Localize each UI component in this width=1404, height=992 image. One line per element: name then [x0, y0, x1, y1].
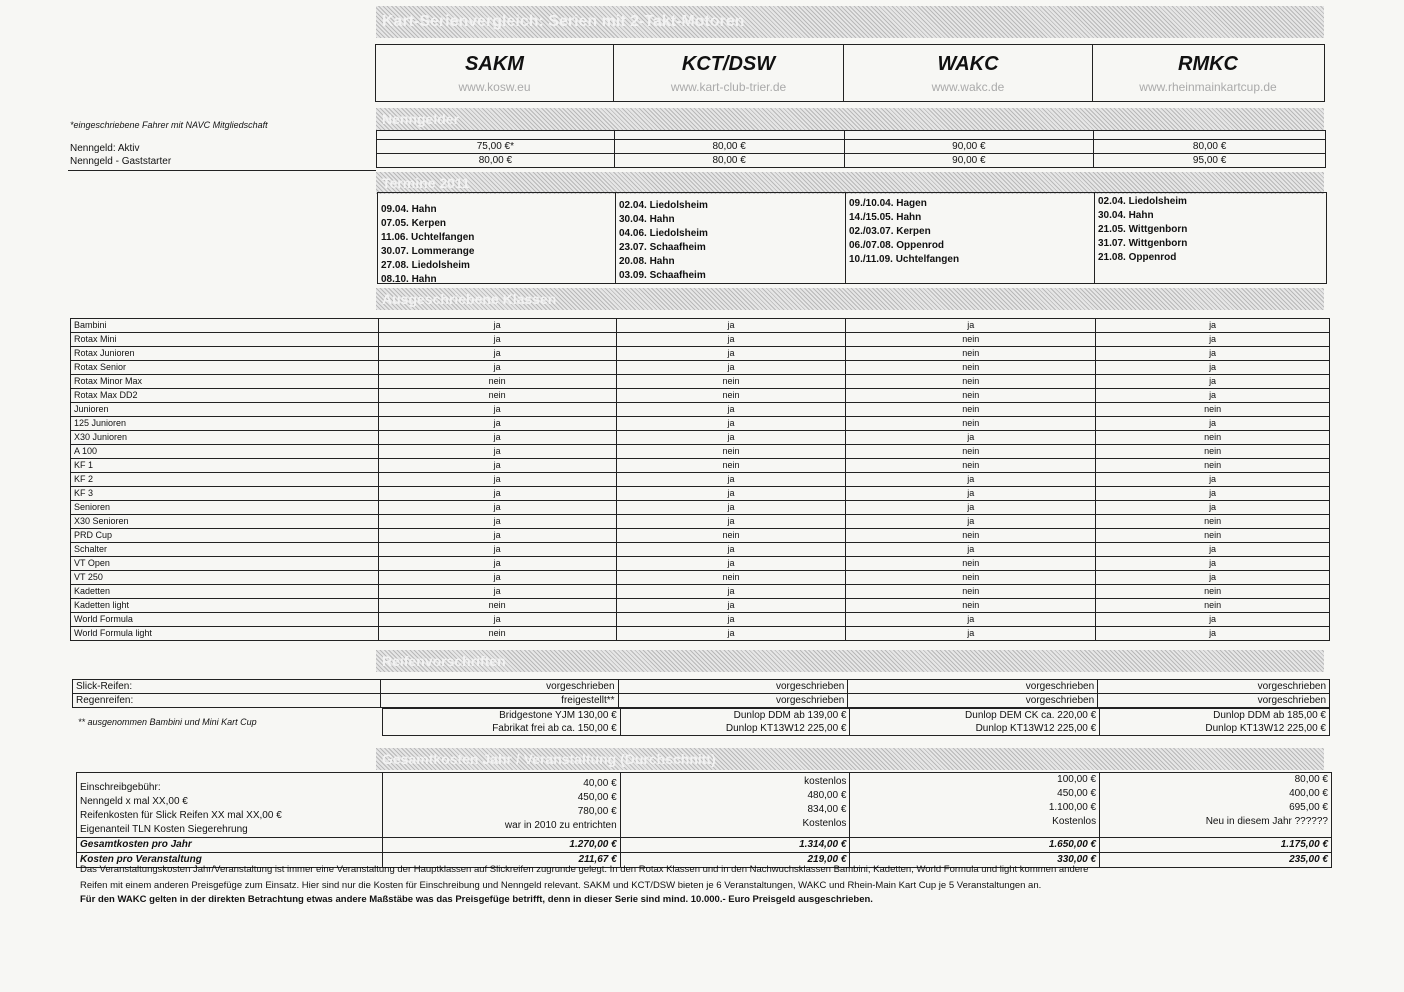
fee-cell: 80,00 € — [377, 154, 615, 168]
date-entry: 20.08. Hahn — [619, 256, 675, 267]
cost-value: 450,00 € — [577, 792, 617, 803]
class-name: Bambini — [71, 319, 379, 333]
class-availability: ja — [378, 501, 616, 515]
dates-col — [846, 193, 1095, 283]
class-name: KF 2 — [71, 473, 379, 487]
fee-cell: 90,00 € — [844, 154, 1094, 168]
class-availability: ja — [616, 585, 846, 599]
series-name: KCT/DSW — [681, 53, 776, 75]
class-availability: nein — [846, 557, 1096, 571]
class-availability: nein — [846, 571, 1096, 585]
series-name: RMKC — [1178, 53, 1238, 75]
per-event-value: 235,00 € — [1100, 853, 1332, 868]
table-row — [377, 154, 1326, 168]
table-row — [383, 709, 1330, 723]
class-availability: ja — [378, 515, 616, 529]
class-name: KF 3 — [71, 487, 379, 501]
table-row — [71, 333, 1330, 347]
class-availability: nein — [378, 599, 616, 613]
date-entry: 09./10.04. Hagen — [849, 198, 927, 209]
cost-labels — [77, 773, 383, 838]
table-row — [71, 571, 1330, 585]
class-availability: ja — [378, 347, 616, 361]
class-availability: ja — [378, 403, 616, 417]
series-col-kct — [614, 45, 844, 101]
class-availability: ja — [378, 529, 616, 543]
table-row — [383, 722, 1330, 736]
class-name: Schalter — [71, 543, 379, 557]
date-entry: 11.06. Uchtelfangen — [381, 232, 475, 243]
tire-cell: vorgeschrieben — [1098, 680, 1330, 694]
class-availability: ja — [616, 347, 846, 361]
class-availability: ja — [378, 319, 616, 333]
class-availability: nein — [846, 403, 1096, 417]
class-availability: nein — [846, 459, 1096, 473]
cost-label: Einschreibgebühr: — [80, 782, 161, 793]
class-availability: ja — [1096, 501, 1330, 515]
tire-cell: vorgeschrieben — [618, 680, 848, 694]
class-availability: nein — [846, 375, 1096, 389]
class-availability: ja — [1096, 557, 1330, 571]
table-row — [71, 389, 1330, 403]
footer-line: Das Veranstaltungskosten Jahr/Veranstaltung ist immer eine Veranstaltung der Hauptklassen auf Slickreifen zugrunde gelegt. In den Rotax Klassen und in den Nachwuchsklassen Bambini, Kadetten, World Formula und light kommen andere — [80, 864, 1089, 875]
class-availability: ja — [616, 599, 846, 613]
class-availability: ja — [616, 515, 846, 529]
tire-label: Regenreifen: — [73, 694, 381, 708]
class-availability: ja — [846, 501, 1096, 515]
tire-brand: Bridgestone YJM 130,00 € — [383, 709, 621, 723]
fee-cell: 80,00 € — [1094, 140, 1326, 154]
class-availability: nein — [846, 333, 1096, 347]
footer-line: Für den WAKC gelten in der direkten Betrachtung etwas andere Maßstäbe was das Preisgefüge betrifft, denn in dieser Serie sind mind. 10.000.- Euro Preisgeld ausgeschrieben. — [80, 894, 873, 905]
table-row — [71, 557, 1330, 571]
class-availability: ja — [616, 473, 846, 487]
class-availability: nein — [1096, 529, 1330, 543]
class-availability: ja — [1096, 543, 1330, 557]
class-availability: ja — [378, 431, 616, 445]
table-row — [73, 680, 1330, 694]
cost-col — [620, 773, 850, 838]
table-row — [71, 347, 1330, 361]
tire-label: Slick-Reifen: — [73, 680, 381, 694]
class-availability: ja — [1096, 347, 1330, 361]
page-title: Kart-Serienvergleich: Serien mit 2-Takt-Motoren — [376, 6, 1324, 38]
cost-value: 480,00 € — [807, 790, 847, 801]
class-availability: nein — [846, 417, 1096, 431]
tires-table — [72, 679, 1330, 708]
fee-cell: 90,00 € — [844, 140, 1094, 154]
cost-value: 780,00 € — [577, 806, 617, 817]
fees-label: Nenngeld: Aktiv — [70, 143, 140, 154]
costs-band: Gesamtkosten Jahr / Veranstaltung (Durchschnitt) — [376, 748, 1324, 770]
class-availability: ja — [378, 543, 616, 557]
class-availability: ja — [378, 487, 616, 501]
date-entry: 10./11.09. Uchtelfangen — [849, 254, 960, 265]
series-url[interactable]: www.wakc.de — [931, 80, 1005, 94]
table-row — [71, 431, 1330, 445]
class-availability: nein — [616, 445, 846, 459]
dates-col — [1095, 193, 1325, 283]
fee-cell: 80,00 € — [614, 140, 844, 154]
series-url[interactable]: www.rheinmainkartcup.de — [1139, 80, 1277, 94]
class-availability: ja — [616, 557, 846, 571]
class-availability: ja — [1096, 487, 1330, 501]
dates-col — [616, 193, 846, 283]
tire-cell: vorgeschrieben — [618, 694, 848, 708]
table-row — [71, 627, 1330, 641]
class-name: Rotax Mini — [71, 333, 379, 347]
class-name: PRD Cup — [71, 529, 379, 543]
class-availability: nein — [846, 585, 1096, 599]
tire-brand: Dunlop KT13W12 225,00 € — [1100, 722, 1330, 736]
class-availability: ja — [1096, 571, 1330, 585]
series-url[interactable]: www.kosw.eu — [458, 80, 531, 94]
cost-label: Reifenkosten für Slick Reifen XX mal XX,00 € — [80, 810, 282, 821]
class-availability: nein — [378, 389, 616, 403]
class-availability: ja — [378, 333, 616, 347]
footer-line: Reifen mit einem anderen Preisgefüge zum Einsatz. Hier sind nur die Kosten für Einschreibung und Nenngeld relevant. SAKM und KCT/DSW bieten je 6 Veranstaltungen, WAKC und Rhein-Main Kart Cup je 5 Veranstaltungen an. — [80, 880, 1042, 891]
class-name: Rotax Max DD2 — [71, 389, 379, 403]
class-availability: ja — [1096, 417, 1330, 431]
fee-cell: 95,00 € — [1094, 154, 1326, 168]
fees-table — [376, 130, 1326, 168]
table-row — [77, 838, 1332, 853]
class-name: VT 250 — [71, 571, 379, 585]
date-entry: 30.07. Lommerange — [381, 246, 475, 257]
table-row — [71, 543, 1330, 557]
fees-label: Nenngeld - Gaststarter — [70, 156, 172, 167]
per-event-value: 330,00 € — [850, 853, 1100, 868]
class-availability: ja — [846, 431, 1096, 445]
cost-value: 450,00 € — [1057, 788, 1097, 799]
class-availability: nein — [616, 459, 846, 473]
tires-note: ** ausgenommen Bambini und Mini Kart Cup — [78, 717, 257, 727]
date-entry: 07.05. Kerpen — [381, 218, 447, 229]
series-header — [375, 44, 1325, 102]
fee-cell: 75,00 €* — [377, 140, 615, 154]
table-row — [71, 375, 1330, 389]
date-entry: 21.05. Wittgenborn — [1098, 224, 1188, 235]
series-col-wakc — [844, 45, 1093, 101]
tire-brand: Dunlop KT13W12 225,00 € — [850, 722, 1100, 736]
class-availability: ja — [378, 571, 616, 585]
cost-value: 695,00 € — [1289, 802, 1328, 813]
class-availability: nein — [616, 389, 846, 403]
date-entry: 30.04. Hahn — [619, 214, 675, 225]
cost-value: 40,00 € — [583, 778, 617, 789]
table-row — [71, 585, 1330, 599]
class-availability: nein — [846, 445, 1096, 459]
cost-label: Eigenanteil TLN Kosten Siegerehrung — [80, 824, 248, 835]
tire-brand: Dunlop DDM ab 139,00 € — [620, 709, 850, 723]
class-availability: ja — [378, 557, 616, 571]
class-availability: nein — [616, 571, 846, 585]
class-name: Senioren — [71, 501, 379, 515]
class-availability: ja — [378, 473, 616, 487]
class-availability: ja — [616, 543, 846, 557]
class-availability: ja — [1096, 375, 1330, 389]
class-name: 125 Junioren — [71, 417, 379, 431]
class-availability: ja — [616, 613, 846, 627]
class-availability: nein — [1096, 585, 1330, 599]
class-name: Kadetten light — [71, 599, 379, 613]
total-year-value: 1.314,00 € — [620, 838, 850, 853]
classes-band: Ausgeschriebene Klassen — [376, 288, 1324, 310]
tire-cell: vorgeschrieben — [380, 680, 618, 694]
class-name: Rotax Minor Max — [71, 375, 379, 389]
cost-label: Nenngeld x mal XX,00 € — [80, 796, 188, 807]
tire-cell: vorgeschrieben — [1098, 694, 1330, 708]
class-availability: nein — [1096, 403, 1330, 417]
class-name: X30 Junioren — [71, 431, 379, 445]
date-entry: 02.04. Liedolsheim — [1098, 196, 1187, 207]
cost-value: 100,00 € — [1057, 774, 1097, 785]
total-year-value: 1.650,00 € — [850, 838, 1100, 853]
class-availability: ja — [616, 403, 846, 417]
class-name: KF 1 — [71, 459, 379, 473]
tire-brand: Fabrikat frei ab ca. 150,00 € — [383, 722, 621, 736]
date-entry: 02.04. Liedolsheim — [619, 200, 708, 211]
table-row — [73, 694, 1330, 708]
dates-col — [378, 193, 616, 283]
table-row — [71, 515, 1330, 529]
cost-value: Neu in diesem Jahr ?????? — [1205, 816, 1328, 827]
date-entry: 02./03.07. Kerpen — [849, 226, 931, 237]
class-availability: ja — [616, 361, 846, 375]
date-entry: 31.07. Wittgenborn — [1098, 238, 1188, 249]
fees-note: *eingeschriebene Fahrer mit NAVC Mitgliedschaft — [70, 120, 268, 130]
cost-value: war in 2010 zu entrichten — [504, 820, 617, 831]
class-name: X30 Senioren — [71, 515, 379, 529]
class-availability: nein — [378, 375, 616, 389]
total-year-label: Gesamtkosten pro Jahr — [77, 838, 383, 853]
class-name: Rotax Senior — [71, 361, 379, 375]
date-entry: 27.08. Liedolsheim — [381, 260, 470, 271]
table-row — [71, 459, 1330, 473]
date-entry: 04.06. Liedolsheim — [619, 228, 708, 239]
fees-band: Nenngelder — [376, 108, 1324, 130]
class-availability: ja — [846, 487, 1096, 501]
cost-value: Kostenlos — [802, 818, 847, 829]
class-name: Rotax Junioren — [71, 347, 379, 361]
class-availability: nein — [1096, 431, 1330, 445]
class-availability: ja — [846, 515, 1096, 529]
total-year-value: 1.270,00 € — [382, 838, 620, 853]
class-availability: nein — [616, 529, 846, 543]
table-row — [71, 403, 1330, 417]
fees-label-box — [68, 134, 376, 171]
date-entry: 06./07.08. Oppenrod — [849, 240, 945, 251]
table-row — [77, 773, 1332, 838]
table-row — [377, 131, 1326, 140]
series-col-rmkc — [1093, 45, 1323, 101]
class-availability: ja — [616, 333, 846, 347]
date-entry: 08.10. Hahn — [381, 274, 437, 285]
class-availability: ja — [378, 613, 616, 627]
class-availability: nein — [846, 361, 1096, 375]
series-url[interactable]: www.kart-club-trier.de — [670, 80, 787, 94]
date-entry: 30.04. Hahn — [1098, 210, 1154, 221]
class-availability: nein — [1096, 459, 1330, 473]
class-availability: nein — [378, 627, 616, 641]
tire-cell: freigestellt** — [380, 694, 618, 708]
class-name: Junioren — [71, 403, 379, 417]
class-availability: ja — [378, 445, 616, 459]
date-entry: 09.04. Hahn — [381, 204, 437, 215]
classes-table — [70, 318, 1330, 641]
class-availability: nein — [846, 599, 1096, 613]
table-row — [71, 319, 1330, 333]
class-name: World Formula light — [71, 627, 379, 641]
class-availability: ja — [616, 319, 846, 333]
tire-brand: Dunlop DEM CK ca. 220,00 € — [850, 709, 1100, 723]
class-availability: ja — [1096, 473, 1330, 487]
per-event-value: 211,67 € — [382, 853, 620, 868]
table-row — [71, 599, 1330, 613]
class-availability: ja — [1096, 627, 1330, 641]
class-availability: nein — [1096, 599, 1330, 613]
class-availability: ja — [846, 473, 1096, 487]
cost-value: Kostenlos — [1052, 816, 1097, 827]
class-name: VT Open — [71, 557, 379, 571]
table-row — [71, 613, 1330, 627]
table-row — [71, 473, 1330, 487]
class-availability: ja — [1096, 319, 1330, 333]
class-availability: nein — [1096, 445, 1330, 459]
dates-band: Termine 2011 — [376, 172, 1324, 194]
date-entry: 14./15.05. Hahn — [849, 212, 922, 223]
class-availability: nein — [846, 347, 1096, 361]
class-availability: ja — [1096, 333, 1330, 347]
class-availability: nein — [846, 389, 1096, 403]
class-availability: ja — [378, 459, 616, 473]
class-availability: ja — [846, 543, 1096, 557]
cost-col — [850, 773, 1100, 838]
class-availability: ja — [1096, 613, 1330, 627]
dates-grid — [377, 192, 1327, 284]
class-availability: ja — [616, 627, 846, 641]
class-availability: ja — [616, 487, 846, 501]
class-availability: ja — [378, 585, 616, 599]
tire-brand: Dunlop KT13W12 225,00 € — [620, 722, 850, 736]
class-availability: ja — [378, 417, 616, 431]
date-entry: 21.08. Oppenrod — [1098, 252, 1177, 263]
class-availability: nein — [616, 375, 846, 389]
class-availability: ja — [846, 613, 1096, 627]
table-row — [71, 417, 1330, 431]
class-availability: ja — [1096, 361, 1330, 375]
tire-brand: Dunlop DDM ab 185,00 € — [1100, 709, 1330, 723]
costs-table — [76, 772, 1332, 868]
series-name: WAKC — [937, 53, 999, 75]
table-row — [71, 445, 1330, 459]
tire-cell: vorgeschrieben — [848, 694, 1098, 708]
class-availability: ja — [846, 319, 1096, 333]
tires-band: Reifenvorschriften — [376, 650, 1324, 672]
per-event-value: 219,00 € — [620, 853, 850, 868]
per-event-label: Kosten pro Veranstaltung — [77, 853, 383, 868]
date-entry: 03.09. Schaafheim — [619, 270, 706, 281]
class-availability: ja — [846, 627, 1096, 641]
class-name: Kadetten — [71, 585, 379, 599]
tire-brands-table — [382, 708, 1330, 736]
date-entry: 23.07. Schaafheim — [619, 242, 706, 253]
class-availability: ja — [616, 501, 846, 515]
cost-value: 400,00 € — [1289, 788, 1328, 799]
series-name: SAKM — [465, 53, 524, 75]
cost-value: 80,00 € — [1294, 774, 1328, 785]
cost-value: kostenlos — [804, 776, 847, 787]
total-year-value: 1.175,00 € — [1100, 838, 1332, 853]
cost-value: 834,00 € — [807, 804, 847, 815]
cost-col — [1100, 773, 1332, 838]
cost-value: 1.100,00 € — [1048, 802, 1097, 813]
class-name: A 100 — [71, 445, 379, 459]
class-availability: ja — [616, 431, 846, 445]
class-availability: nein — [1096, 515, 1330, 529]
table-row — [71, 361, 1330, 375]
series-col-sakm — [376, 45, 614, 101]
cost-col — [382, 773, 620, 838]
class-name: World Formula — [71, 613, 379, 627]
table-row — [71, 501, 1330, 515]
class-availability: ja — [1096, 389, 1330, 403]
table-row — [377, 140, 1326, 154]
tire-cell: vorgeschrieben — [848, 680, 1098, 694]
class-availability: nein — [846, 529, 1096, 543]
class-availability: ja — [378, 361, 616, 375]
table-row — [71, 487, 1330, 501]
table-row — [71, 529, 1330, 543]
fee-cell: 80,00 € — [614, 154, 844, 168]
class-availability: ja — [616, 417, 846, 431]
